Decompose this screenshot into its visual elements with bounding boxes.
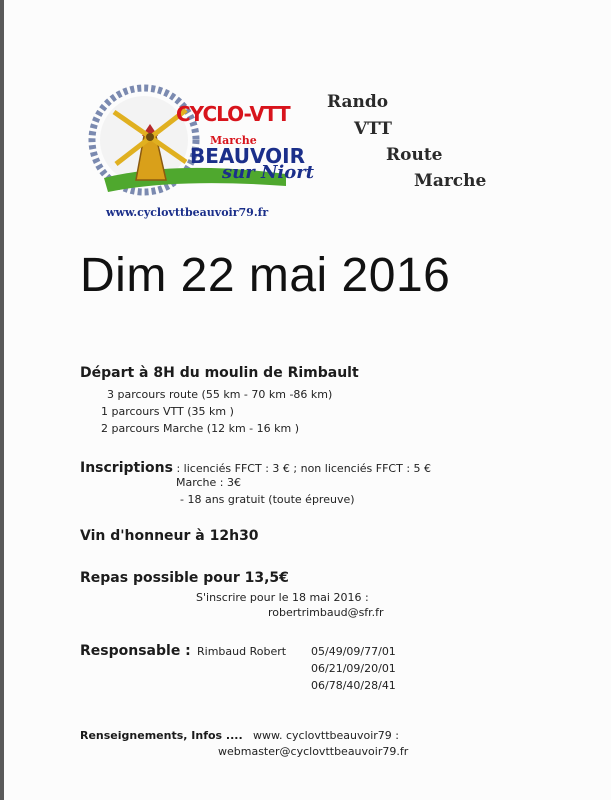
renseignements-email: webmaster@cyclovttbeauvoir79.fr bbox=[218, 745, 409, 758]
activity-route: Route bbox=[386, 145, 443, 165]
vin-honneur: Vin d'honneur à 12h30 bbox=[80, 528, 259, 544]
page-border bbox=[0, 0, 4, 800]
activity-rando: Rando bbox=[327, 92, 389, 112]
renseignements-label: Renseignements, Infos .... bbox=[80, 729, 243, 742]
windmill-hub-icon bbox=[146, 133, 154, 141]
inscriptions-label: Inscriptions bbox=[80, 460, 173, 476]
responsable-label: Responsable : bbox=[80, 643, 191, 659]
inscriptions-youth: - 18 ans gratuit (toute épreuve) bbox=[180, 493, 355, 506]
repas-inscription: S'inscrire pour le 18 mai 2016 : bbox=[196, 591, 369, 604]
inscriptions-line bbox=[80, 457, 431, 476]
responsable-phone: 05/49/09/77/01 bbox=[311, 645, 396, 658]
activity-vtt: VTT bbox=[354, 119, 392, 139]
activity-marche: Marche bbox=[414, 171, 487, 191]
responsable-phone: 06/78/40/28/41 bbox=[311, 679, 396, 692]
depart-route-line: 3 parcours route (55 km - 70 km -86 km) bbox=[107, 388, 333, 401]
repas-email: robertrimbaud@sfr.fr bbox=[268, 606, 384, 619]
responsable-phone: 06/21/09/20/01 bbox=[311, 662, 396, 675]
logo-marche: Marche bbox=[210, 134, 257, 147]
inscriptions-prices: : licenciés FFCT : 3 € ; non licenciés FFCT : 5 € bbox=[172, 462, 432, 475]
logo-subtitle: sur Niort bbox=[222, 162, 315, 183]
responsable-name: Rimbaud Robert bbox=[197, 645, 287, 658]
depart-vtt-line: 1 parcours VTT (35 km ) bbox=[101, 405, 234, 418]
depart-marche-line: 2 parcours Marche (12 km - 16 km ) bbox=[101, 422, 299, 435]
inscriptions-marche: Marche : 3€ bbox=[176, 476, 241, 489]
repas-heading: Repas possible pour 13,5€ bbox=[80, 570, 289, 586]
renseignements-site: www. cyclovttbeauvoir79 : bbox=[253, 729, 399, 742]
logo-city: BEAUVOIR bbox=[190, 144, 305, 168]
event-date: Dim 22 mai 2016 bbox=[80, 249, 451, 302]
club-logo bbox=[86, 82, 315, 222]
depart-heading: Départ à 8H du moulin de Rimbault bbox=[80, 365, 359, 381]
logo-url: www.cyclovttbeauvoir79.fr bbox=[106, 206, 269, 219]
logo-title: CYCLO-VTT bbox=[176, 102, 290, 126]
